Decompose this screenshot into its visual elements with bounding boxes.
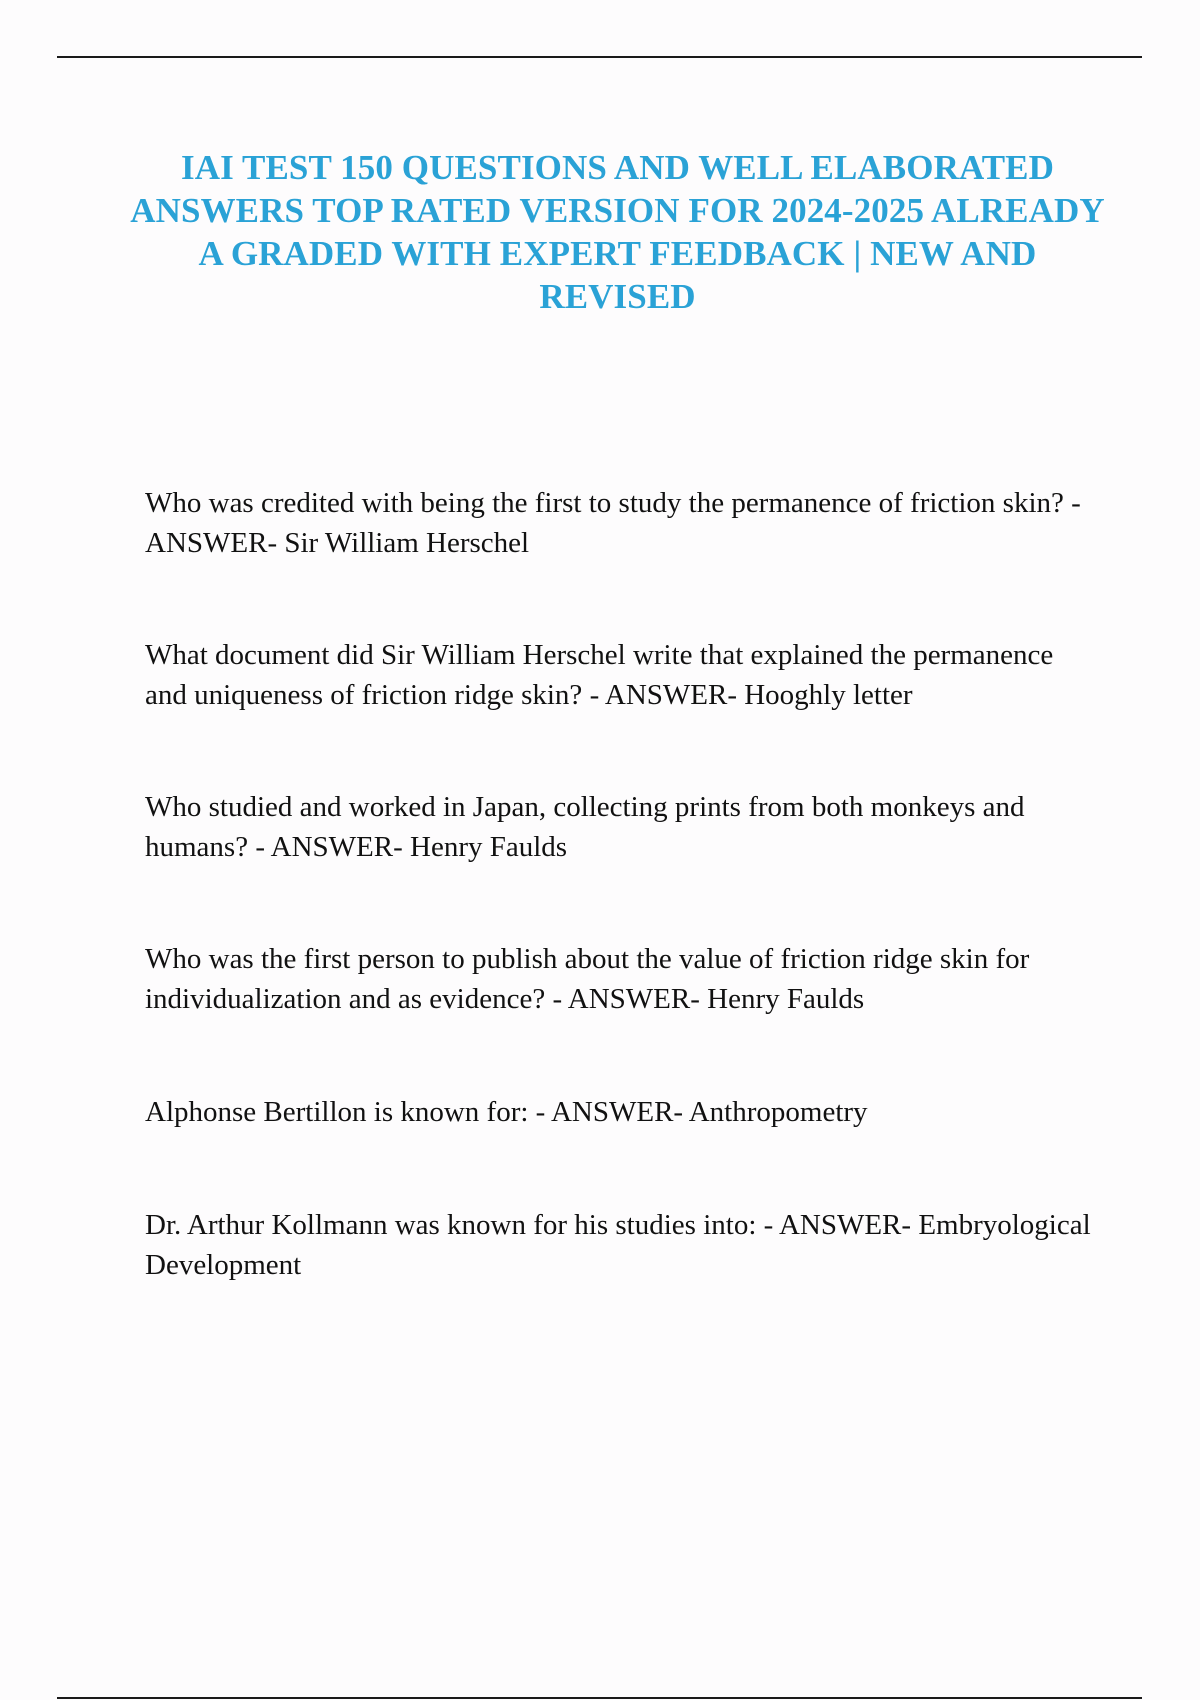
answer-separator: - ANSWER-: [145, 487, 1081, 559]
qa-list: [145, 483, 1095, 1285]
answer-separator: - ANSWER-: [582, 679, 745, 711]
answer-text: Sir William Herschel: [284, 527, 530, 559]
qa-item: [145, 939, 1095, 1019]
answer-separator: - ANSWER-: [545, 983, 708, 1015]
answer-separator: - ANSWER-: [756, 1209, 919, 1241]
answer-text: Hooghly letter: [744, 679, 913, 711]
question-text: Alphonse Bertillon is known for:: [145, 1096, 529, 1128]
qa-item: [145, 1205, 1095, 1285]
answer-separator: - ANSWER-: [248, 831, 411, 863]
qa-item: [145, 787, 1095, 867]
answer-separator: - ANSWER-: [528, 1096, 689, 1128]
qa-item: [145, 1092, 1095, 1132]
question-text: What document did Sir William Herschel write that explained the permanence and uniqueness of friction ridge skin?: [145, 639, 1054, 711]
question-text: Who was the first person to publish about the value of friction ridge skin for individualization and as evidence?: [145, 943, 1030, 1015]
top-divider: [57, 56, 1142, 58]
qa-item: [145, 483, 1095, 563]
question-text: Who studied and worked in Japan, collecting prints from both monkeys and humans?: [145, 791, 1025, 863]
answer-text: Henry Faulds: [707, 983, 865, 1015]
answer-text: Henry Faulds: [410, 831, 568, 863]
answer-text: Embryological Development: [145, 1209, 1091, 1281]
question-text: Who was credited with being the first to study the permanence of friction skin?: [145, 487, 1064, 519]
question-text: Dr. Arthur Kollmann was known for his studies into:: [145, 1209, 757, 1241]
document-title: IAI TEST 150 QUESTIONS AND WELL ELABORATED ANSWERS TOP RATED VERSION FOR 2024-2025 ALREADY A GRADED WITH EXPERT FEEDBACK | NEW AND REVISED: [130, 148, 1105, 316]
qa-item: [145, 635, 1095, 715]
bottom-divider: [57, 1697, 1142, 1699]
answer-text: Anthropometry: [688, 1096, 868, 1128]
